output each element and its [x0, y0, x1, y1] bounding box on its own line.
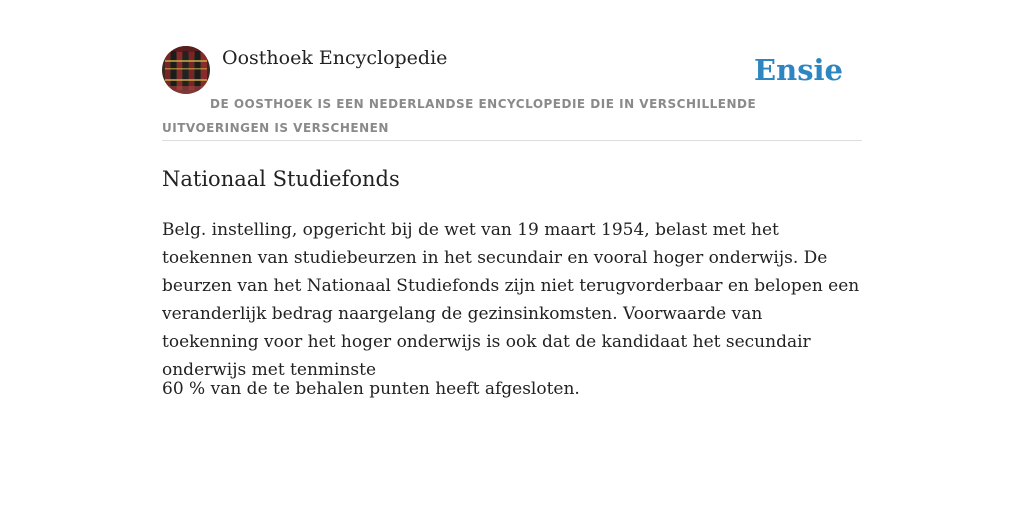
article-paragraph: Belg. instelling, opgericht bij de wet van 19 maart 1954, belast met het toekennen van studiebeurzen in het secundair en vooral hoger onderwijs. De beurzen van het Nationaal Studiefonds zijn niet terugvorderbaar en belopen een veranderlijk bedrag naargelang de gezinsinkomsten. Voorwaarde van toekenning voor het hoger onderwijs is ook dat de kandidaat het secundair onderwijs met tenminste	[162, 220, 860, 380]
source-title[interactable]: Oosthoek Encyclopedie	[222, 47, 448, 69]
source-header	[162, 46, 862, 141]
source-avatar[interactable]	[162, 46, 210, 94]
source-description: DE OOSTHOEK IS EEN NEDERLANDSE ENCYCLOPEDIE DIE IN VERSCHILLENDE UITVOERINGEN IS VERSCHENEN	[162, 97, 757, 135]
article-paragraph: 60 % van de te behalen punten heeft afgesloten.	[162, 379, 580, 399]
book-spines-icon	[162, 46, 210, 94]
brand-logo[interactable]: Ensie	[754, 53, 843, 87]
article-title: Nationaal Studiefonds	[162, 167, 400, 191]
